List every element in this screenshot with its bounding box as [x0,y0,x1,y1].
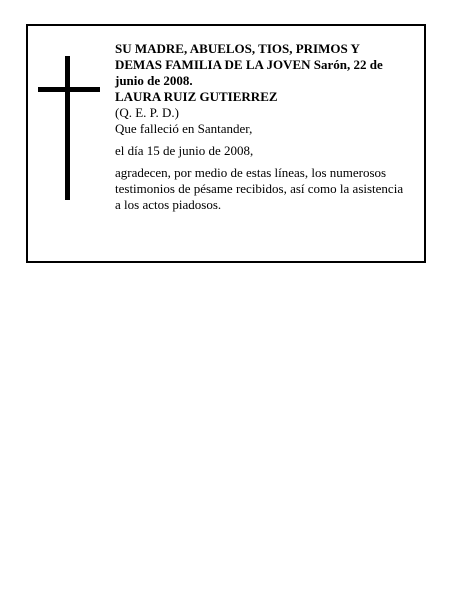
heading-line: DEMAS FAMILIA DE LA JOVEN Sarón, 22 de [115,57,383,72]
deceased-name: LAURA RUIZ GUTIERREZ [115,89,278,104]
cross-icon [38,56,100,200]
body-line: testimonios de pésame recibidos, así como la asistencia [115,181,404,196]
body-line: Que falleció en Santander, [115,121,253,136]
body-line: agradecen, por medio de estas líneas, los numerosos [115,165,387,180]
heading-line: SU MADRE, ABUELOS, TIOS, PRIMOS Y [115,41,360,56]
body-line: el día 15 de junio de 2008, [115,143,254,158]
cross-vertical-bar [65,56,70,200]
body-line: a los actos piadosos. [115,197,222,212]
obituary-notice [26,24,426,263]
cross-horizontal-bar [38,87,100,92]
qepd-text: (Q. E. P. D.) [115,105,179,120]
notice-text [115,41,415,213]
heading-line: junio de 2008. [115,73,193,88]
